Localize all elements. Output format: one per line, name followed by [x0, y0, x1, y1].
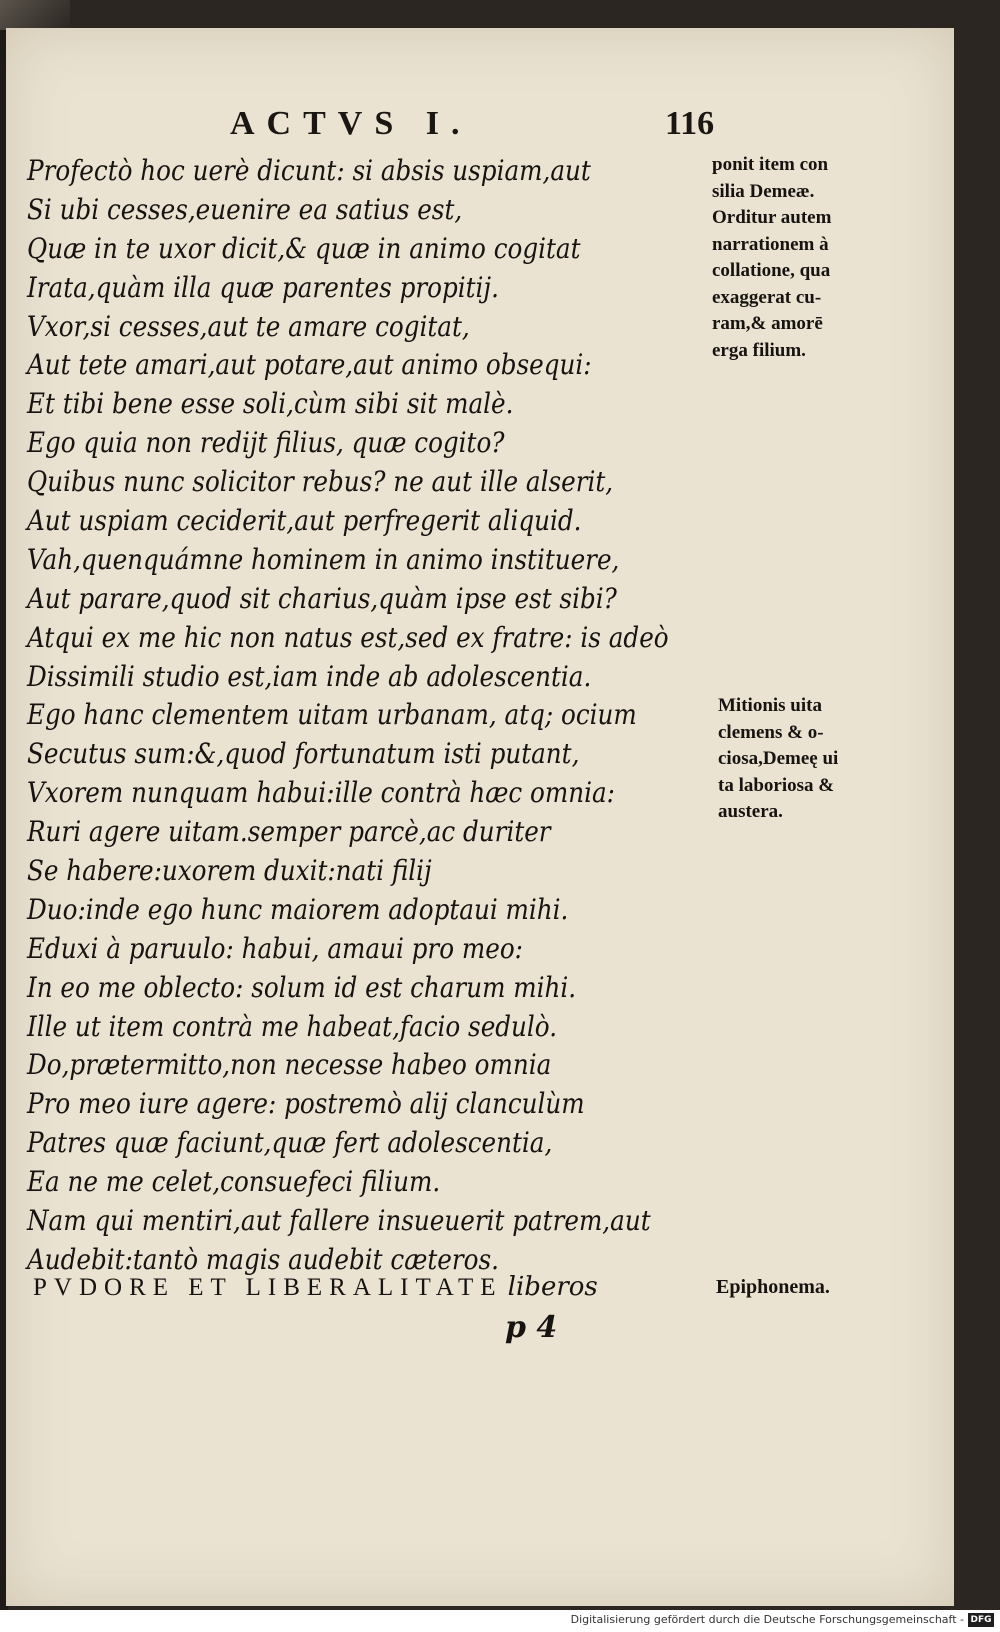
verse-line: Quibus nunc solicitor rebus? ne aut ille alserit, [27, 465, 614, 499]
digitization-footer [0, 1610, 1000, 1632]
verse-line: Se habere:uxorem duxit:nati filij [27, 854, 432, 888]
verse-line: Dissimili studio est,iam inde ab adolescentia. [27, 659, 592, 693]
note-line: Orditur autem [712, 207, 832, 228]
verse-line: Vxor,si cesses,aut te amare cogitat, [27, 309, 470, 343]
verse-line: Aut uspiam ceciderit,aut perfregerit aliquid. [27, 504, 582, 538]
closing-caps: PVDORE ET LIBERALITATE [33, 1274, 503, 1301]
verse-line: Quæ in te uxor dicit,& quæ in animo cogitat [27, 231, 581, 265]
signature-mark: p 4 [505, 1310, 558, 1345]
verse-line: Secutus sum:&,quod fortunatum isti putant, [27, 737, 580, 771]
verse-line: Aut parare,quod sit charius,quàm ipse est sibi? [27, 581, 617, 615]
note-line: erga filium. [712, 339, 806, 361]
note-line: ponit item con [712, 154, 829, 175]
note-line: ta laboriosa & [718, 774, 835, 796]
verse-line: Nam qui mentiri,aut fallere insueuerit patrem,aut [27, 1204, 651, 1238]
verse-line: Profectò hoc uerè dicunt: si absis uspiam,aut [27, 154, 591, 187]
note-line: silia Demeæ. [712, 180, 815, 202]
closing-italic: liberos [507, 1272, 598, 1302]
verse-line: Ruri agere uitam.semper parcè,ac duriter [27, 815, 551, 849]
verse-line: Audebit:tantò magis audebit cæteros. [27, 1242, 499, 1276]
verse-line: In eo me oblecto: solum id est charum mihi. [27, 970, 577, 1004]
verse-line: Ego quia non rediјt filius, quæ cogito? [27, 426, 505, 460]
note-line: exaggerat cu- [712, 286, 822, 308]
note-line: austera. [718, 801, 783, 822]
page-header [0, 105, 960, 145]
dfg-logo: DFG [968, 1613, 994, 1627]
folio-number: 116 [665, 105, 715, 142]
verse-line: Et tibi bene esse soli,cùm sibi sit malè. [27, 387, 514, 421]
verse-line: Vxorem nunquam habui:ille contrà hæc omnia: [27, 776, 615, 810]
note-line: Mitionis uita [718, 695, 822, 716]
verse-line: Pro meo iure agere: postremò alij clanculùm [27, 1087, 585, 1121]
funding-credit: Digitalisierung gefördert durch die Deutsche Forschungsgemeinschaft - [570, 1613, 964, 1626]
verse-line: Ille ut item contrà me habeat,facio sedulò. [27, 1009, 558, 1043]
note-line: ciosa,Demeę ui [718, 748, 839, 769]
verse-text [27, 152, 687, 1280]
margin-note-mitionis [718, 693, 898, 826]
verse-line: Vah,quenquámne hominem in animo instituere, [27, 542, 620, 576]
note-line: narrationem à [712, 233, 829, 255]
verse-line: Patres quæ faciunt,quæ fert adolescentia, [27, 1126, 553, 1160]
verse-line: Aut tete amari,aut potare,aut animo obsequi: [27, 348, 592, 382]
note-line: ram,& amorē [712, 313, 823, 334]
verse-line: Atqui ex me hic non natus est,sed ex fratre: is adeò [27, 620, 669, 654]
verse-line: Irata,quàm illa quæ parentes propitij. [27, 270, 499, 304]
note-line: clemens & o- [718, 721, 824, 743]
margin-note-consilia [712, 152, 892, 364]
binding-corner [0, 0, 70, 30]
running-head: ACTVS I. [230, 105, 472, 142]
margin-note-epiphonema: Epiphonema. [716, 1276, 830, 1298]
verse-line: Eduxi à paruulo: habui, amaui pro meo: [27, 931, 523, 965]
note-line: collatione, qua [712, 260, 831, 281]
verse-line: Do,prætermitto,non necesse habeo omnia [27, 1048, 552, 1082]
verse-line: Si ubi cesses,euenire ea satius est, [27, 192, 463, 226]
verse-line: Ego hanc clementem uitam urbanam, atq; ocium [27, 698, 637, 732]
verse-line: Ea ne me celet,consuefeci filium. [27, 1165, 441, 1199]
verse-line: Duo:inde ego hunc maiorem adoptaui mihi. [27, 892, 569, 926]
